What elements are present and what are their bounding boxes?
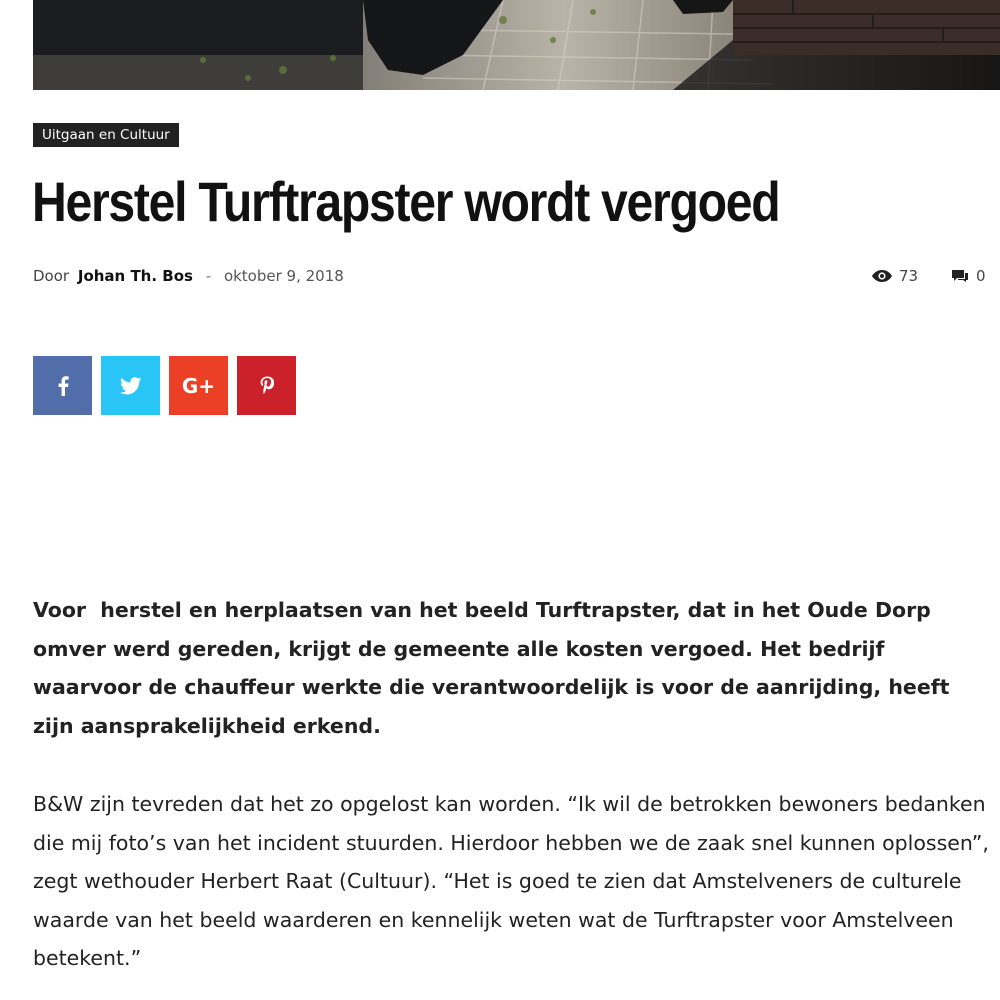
meta-separator: - xyxy=(205,267,212,285)
twitter-icon xyxy=(120,377,142,395)
share-buttons xyxy=(33,356,305,415)
article-title: Herstel Turftrapster wordt vergoed xyxy=(32,170,780,233)
article-meta xyxy=(33,265,344,287)
publish-date: oktober 9, 2018 xyxy=(223,267,344,285)
article-lead: Voor herstel en herplaatsen van het beeld Turftrapster, dat in het Oude Dorp omver werd gereden, krijgt de gemeente alle kosten vergoed. Het bedrijf waarvoor de chauffeur werkte die verantwoordelijk is voor de aanrijding, heeft zijn aansprakelijkheid erkend. xyxy=(33,598,957,738)
google-plus-share-button[interactable] xyxy=(169,356,228,415)
article-paragraph: B&W zijn tevreden dat het zo opgelost kan worden. “Ik wil de betrokken bewoners bedanken die mij foto’s van het incident stuurden. Hierdoor hebben we de zaak snel kunnen oplossen”, zegt wethouder Herbert Raat (Cultuur). “Het is goed te zien dat Amstelveners de culturele waarde van het beeld waarderen en kennelijk weten wat de Turftrapster voor Amstelveen betekent.” xyxy=(33,792,989,971)
comment-count[interactable] xyxy=(950,265,986,287)
eye-icon xyxy=(871,269,893,283)
category-tag[interactable]: Uitgaan en Cultuur xyxy=(33,123,179,147)
author-link[interactable]: Johan Th. Bos xyxy=(77,267,193,285)
facebook-icon xyxy=(57,376,69,396)
google-plus-icon: G+ xyxy=(181,373,216,398)
by-label: Door xyxy=(33,267,70,285)
comment-icon xyxy=(950,268,970,284)
pinterest-share-button[interactable] xyxy=(237,356,296,415)
featured-image xyxy=(33,0,1000,90)
view-count-value: 73 xyxy=(899,267,919,285)
view-count xyxy=(871,265,918,287)
twitter-share-button[interactable] xyxy=(101,356,160,415)
comment-count-value: 0 xyxy=(976,267,986,285)
pinterest-icon xyxy=(260,376,274,396)
facebook-share-button[interactable] xyxy=(33,356,92,415)
